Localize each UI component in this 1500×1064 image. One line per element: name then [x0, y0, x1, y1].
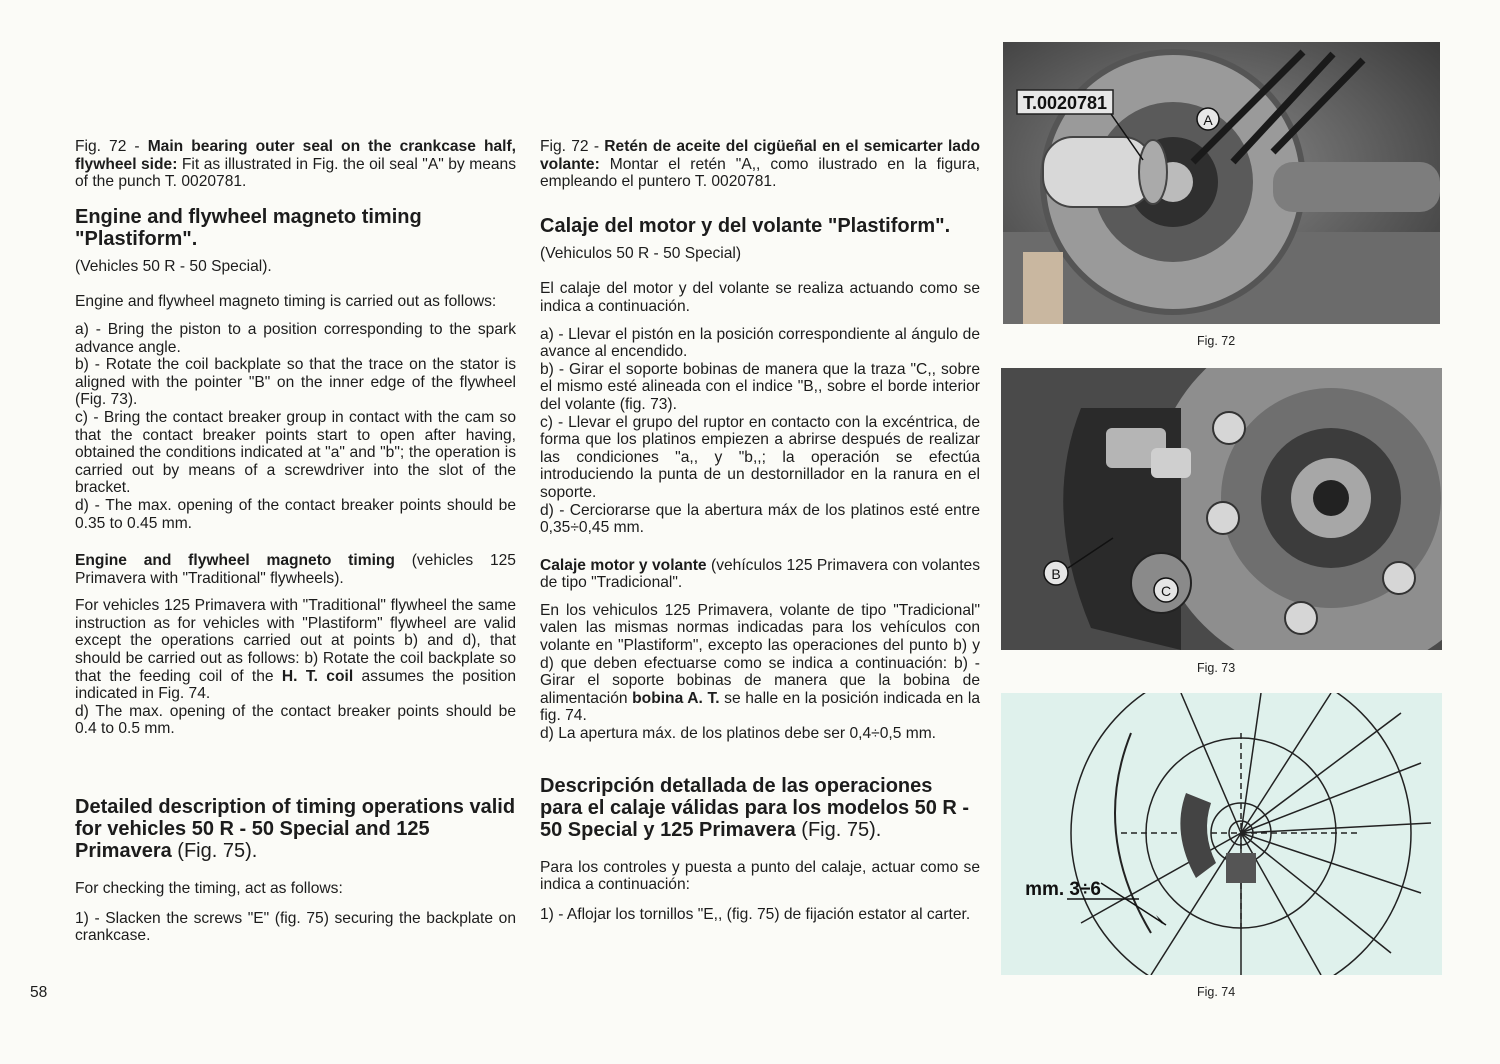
- spanish-column: [540, 138, 980, 923]
- detailed-heading-es: [540, 775, 980, 841]
- fig72-bold-title-es: Retén de aceite del cigüeñal en el semicarter lado volante:: [540, 138, 980, 173]
- timing-steps-es: a) - Llevar el pistón en la posición correspondiente al ángulo de avance al encendido. b) - Girar el soporte bobinas de manera que la traza "C,, sobre el mismo esté alineada con el indice "B,, sobre el borde interior del volante (fig. 73). c) - Llevar el grupo del ruptor en contacto con la excéntrica, de forma que los platinos empiezen a abrirse después de realizar las condiciones "a,, y "b,,; la operación se efectúa introduciendo la punta de un destornillador en la ranura en el soporte. d) - Cerciorarse que la abertura máx de los platinos esté entre 0,35÷0,45 mm.: [540, 325, 980, 537]
- traditional-subheading: [75, 552, 516, 587]
- section-heading-plastiform: Engine and flywheel magneto timing "Plastiform".: [75, 205, 422, 250]
- step-1-es: 1) - Aflojar los tornillos "E,, (fig. 75) de fijación estator al carter.: [540, 905, 971, 923]
- traditional-text-2-es: se halle en la posición indicada en la fig. 74.: [540, 689, 980, 725]
- traditional-text-1: For vehicles 125 Primavera with "Traditional" flywheel the same instruction as for vehicles with "Plastiform" flywheel are valid except the operations carried out at points b) and d), that should be carried out as follows: b) Rotate the coil backplate so that the feeding coil of the: [75, 597, 516, 685]
- fig73-caption: Fig. 73: [1197, 661, 1236, 675]
- fig72-photo: [1003, 42, 1440, 324]
- dimension-label: mm. 3÷6: [1025, 879, 1101, 900]
- english-column: [75, 138, 516, 945]
- vehicles-note-es: (Vehiculos 50 R - 50 Special): [540, 244, 742, 262]
- traditional-text-1-es: En los vehiculos 125 Primavera, volante de tipo "Tradicional" valen las mismas normas indicadas para los vehículos con volante en "Plastiform", excepto las operaciones del punto b) y d) que deben efectuarse como se indica a continuación: b) - Girar el soporte bobinas de manera que la bobina de alimentación: [540, 601, 980, 707]
- traditional-step-d: d) The max. opening of the contact breaker points should be 0.4 to 0.5 mm.: [75, 702, 516, 738]
- fig74-caption: Fig. 74: [1197, 985, 1236, 999]
- detailed-heading-ref-es: (Fig. 75).: [795, 818, 882, 841]
- detailed-heading-bold: Detailed description of timing operations valid for vehicles 50 R - 50 Special and 125 Primavera: [75, 796, 516, 863]
- page-number: 58: [30, 984, 48, 1001]
- fig72-prefix-es: Fig. 72 -: [540, 138, 605, 155]
- vehicles-note: (Vehicles 50 R - 50 Special).: [75, 257, 272, 275]
- tool-number-label: T.0020781: [1022, 93, 1108, 113]
- fig72-text-es: Montar el retén "A,, como ilustrado en la figura, empleando el puntero T. 0020781.: [540, 155, 980, 191]
- callout-c: C: [1160, 583, 1172, 599]
- ht-coil-bold: H. T. coil: [281, 667, 354, 685]
- detailed-heading-ref: (Fig. 75).: [171, 840, 258, 863]
- detailed-heading: [75, 796, 516, 862]
- bobina-bold: bobina A. T.: [632, 689, 720, 707]
- fig72-paragraph: [75, 138, 516, 191]
- subheading-rest-es: (vehículos 125 Primavera con volantes de tipo "Tradicional".: [540, 556, 980, 592]
- subheading-bold-es: Calaje motor y volante: [540, 556, 707, 574]
- fig72-paragraph-es: [540, 138, 980, 191]
- traditional-paragraph-es: [540, 602, 980, 743]
- traditional-paragraph: [75, 597, 516, 738]
- fig72-illustration: [1003, 42, 1440, 324]
- fig72-prefix: Fig. 72 -: [75, 138, 148, 155]
- traditional-step-d-es: d) La apertura máx. de los platinos debe ser 0,4÷0,5 mm.: [540, 725, 937, 743]
- fig74-illustration: [1001, 693, 1442, 975]
- fig72-text: Fit as illustrated in Fig. the oil seal "A" by means of the punch T. 0020781.: [75, 155, 517, 191]
- fig73-illustration: [1001, 368, 1442, 650]
- traditional-subheading-es: [540, 557, 980, 592]
- fig73-photo: [1001, 368, 1442, 650]
- fig72-caption: Fig. 72: [1197, 334, 1236, 348]
- intro-paragraph-es: El calaje del motor y del volante se realiza actuando como se indica a continuación.: [540, 280, 980, 315]
- section-heading-plastiform-es: Calaje del motor y del volante "Plastiform".: [540, 214, 951, 237]
- callout-a: A: [1203, 112, 1213, 128]
- intro-paragraph: Engine and flywheel magneto timing is carried out as follows:: [75, 293, 497, 311]
- subheading-bold: Engine and flywheel magneto timing: [75, 552, 395, 570]
- checking-intro-es: Para los controles y puesta a punto del calaje, actuar como se indica a continuación:: [540, 858, 980, 894]
- detailed-heading-bold-es: Descripción detallada de las operaciones para el calaje válidas para los modelos 50 R - 50 Special y 125 Primavera: [540, 774, 970, 841]
- fig72-bold-title: Main bearing outer seal on the crankcase half, flywheel side:: [75, 138, 516, 173]
- traditional-text-2: assumes the position indicated in Fig. 74.: [75, 667, 516, 703]
- subheading-rest: (vehicles 125 Primavera with "Traditional" flywheels).: [75, 552, 516, 587]
- fig74-drawing: [1001, 693, 1442, 975]
- step-1: 1) - Slacken the screws "E" (fig. 75) securing the backplate on crankcase.: [75, 909, 516, 945]
- callout-b: B: [1051, 566, 1061, 582]
- timing-steps: a) - Bring the piston to a position corresponding to the spark advance angle. b) - Rotate the coil backplate so that the trace on the stator is aligned with the pointer "B" on the inner edge of the flywheel (Fig. 73). c) - Bring the contact breaker group in contact with the cam so that the contact breaker points start to open after having, obtained the conditions indicated at "a" and "b"; the operation is carried out by means of a screwdriver into the slot of the bracket. d) - The max. opening of the contact breaker points should be 0.35 to 0.45 mm.: [75, 320, 516, 532]
- checking-intro: For checking the timing, act as follows:: [75, 880, 343, 898]
